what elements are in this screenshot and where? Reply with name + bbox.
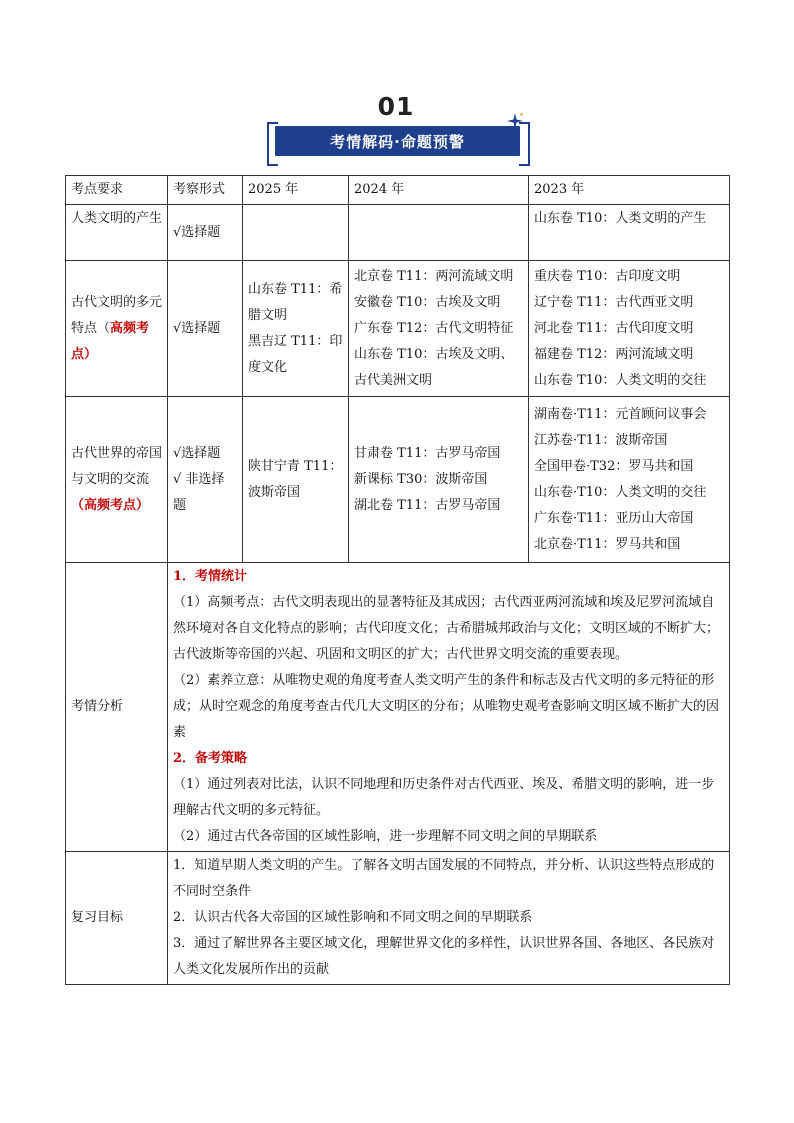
exam-item: 陕甘宁青 T11：波斯帝国 [248,458,343,500]
banner-title: 考情解码·命题预警 [330,132,465,151]
table-header-row [66,176,730,205]
exam-item: 黑吉辽 T11：印度文化 [248,333,343,375]
analysis-heading: 1．考情统计 [173,569,248,584]
column-header: 考察形式 [168,176,243,205]
year-2025-cell [243,205,349,261]
form-item: √选择题 [173,224,221,240]
column-header: 2023 年 [529,176,730,205]
form-cell [168,205,243,261]
year-2024-cell [349,397,529,563]
column-header: 2024 年 [349,176,529,205]
review-content [168,852,730,985]
topic-text: 古代文明的多元特点（ [71,294,163,336]
table-row [66,205,730,261]
exam-item: 广东卷 T12：古代文明特征 [354,320,514,336]
year-2023-cell [529,397,730,563]
year-2025-cell [243,261,349,397]
exam-item: 山东卷·T10：人类文明的交往 [534,484,707,500]
year-2024-cell [349,205,529,261]
section-header [0,92,794,167]
year-2025-cell [243,397,349,563]
exam-item: 湖南卷·T11：元首顾问议事会 [534,406,707,422]
exam-item: 全国甲卷·T32：罗马共和国 [534,458,694,474]
analysis-content [168,563,730,852]
strategy-heading: 2．备考策略 [173,751,248,766]
exam-item: 北京卷·T11：罗马共和国 [534,536,681,552]
section-banner [275,126,520,156]
topic-cell [66,205,168,261]
exam-item: 河北卷 T11：古代印度文明 [534,320,694,336]
exam-item: 新课标 T30：波斯帝国 [354,471,488,487]
form-cell [168,397,243,563]
section-number: 01 [377,92,415,121]
exam-item: 山东卷 T10：人类文明的产生 [534,211,707,226]
analysis-paragraph: （2）素养立意：从唯物史观的角度考查人类文明产生的条件和标志及古代文明的多元特征的形成；从时空观念的角度考查古代几大文明区的分布；从唯物史观考查影响文明区域不断扩大的因素 [173,673,720,740]
form-item: √选择题 [173,445,221,461]
exam-item: 辽宁卷 T11：古代西亚文明 [534,294,694,310]
review-label: 复习目标 [66,852,168,985]
form-item: √ 非选择题 [173,471,225,513]
form-cell [168,261,243,397]
topic-cell [66,261,168,397]
year-2023-cell [529,205,730,261]
exam-item: 湖北卷 T11：古罗马帝国 [354,497,501,513]
topic-highlight: 高频考点） [71,320,150,362]
exam-item: 安徽卷 T10：古埃及文明 [354,294,501,310]
analysis-row [66,563,730,852]
review-item: 2．认识古代各大帝国的区域性影响和不同文明之间的早期联系 [173,910,533,925]
exam-item: 山东卷 T10：人类文明的交往 [534,372,707,388]
exam-item: 江苏卷·T11：波斯帝国 [534,432,668,448]
review-item: 3．通过了解世界各主要区域文化，理解世界文化的多样性，认识世界各国、各地区、各民族对人类文化发展所作出的贡献 [173,936,715,977]
exam-item: 甘肃卷 T11：古罗马帝国 [354,445,501,461]
topic-text: 古代世界的帝国与文明的交流 [71,445,163,487]
table-row [66,397,730,563]
exam-item: 重庆卷 T10：古印度文明 [534,268,681,284]
column-header: 2025 年 [243,176,349,205]
exam-item: 福建卷 T12：两河流域文明 [534,346,694,362]
analysis-paragraph: （1）高频考点：古代文明表现出的显著特征及其成因；古代西亚两河流域和埃及尼罗河流域自然环境对各自文化特点的影响；古代印度文化；古希腊城邦政治与文化；文明区域的不断扩大；古代波斯等帝国的兴起、巩固和文明区的扩大；古代世界文明交流的重要表现。 [173,595,720,662]
exam-item: 山东卷 T10：古埃及文明、古代美洲文明 [354,346,514,388]
column-header: 考点要求 [66,176,168,205]
exam-item: 山东卷 T11：希腊文明 [248,281,343,323]
strategy-paragraph: （2）通过古代各帝国的区域性影响，进一步理解不同文明之间的早期联系 [173,829,598,844]
year-2023-cell [529,261,730,397]
strategy-paragraph: （1）通过列表对比法，认识不同地理和历史条件对古代西亚、埃及、希腊文明的影响，进一步理解古代文明的多元特征。 [173,777,715,818]
analysis-label: 考情分析 [66,563,168,852]
table-row [66,261,730,397]
exam-item: 广东卷·T11：亚历山大帝国 [534,510,694,526]
review-row [66,852,730,985]
year-2024-cell [349,261,529,397]
exam-analysis-table [65,175,730,985]
review-item: 1．知道早期人类文明的产生。了解各文明古国发展的不同特点，并分析、认识这些特点形成的不同时空条件 [173,858,715,899]
topic-text: 人类文明的产生 [71,211,163,226]
form-item: √选择题 [173,320,221,336]
exam-item: 北京卷 T11：两河流域文明 [354,268,514,284]
topic-cell [66,397,168,563]
topic-highlight: （高频考点） [71,497,150,513]
